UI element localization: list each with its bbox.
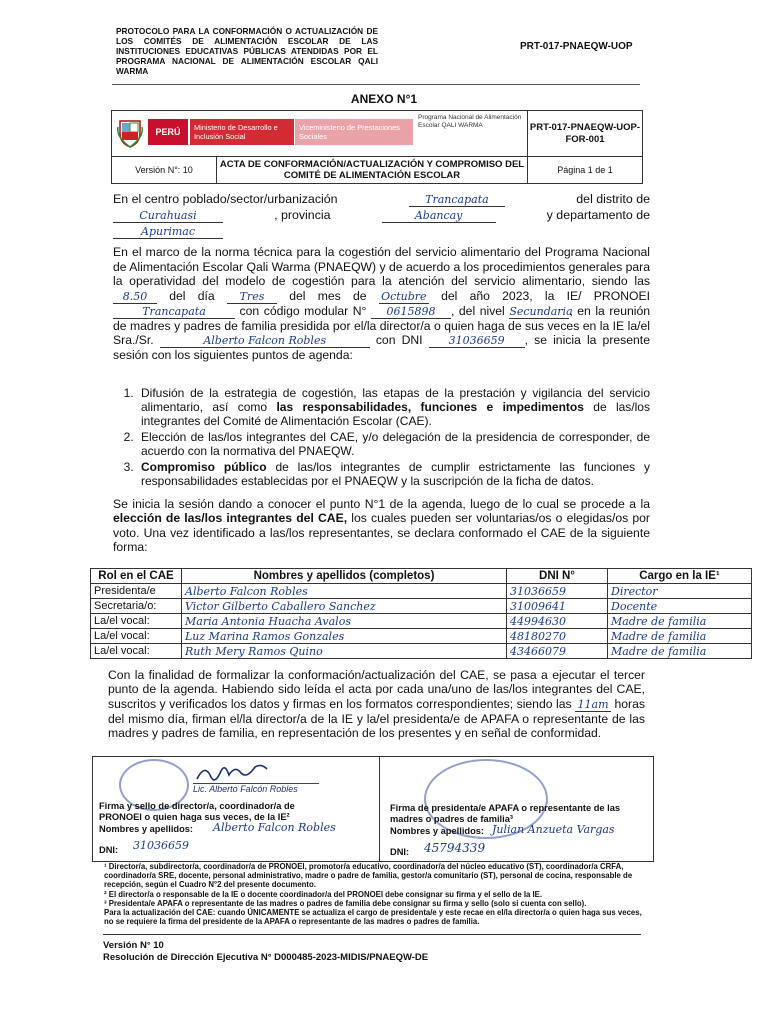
- location-text-4: y departamento de: [546, 208, 650, 222]
- departamento-value: Apurimac: [113, 226, 223, 239]
- table-row: [91, 614, 752, 629]
- agenda-item-1: 1. Difusión de la estrategia de cogestión, las etapas de la prestación y vigilancia del servicio alimentario, así como las responsabilidades, funciones e impedimentos de las/los integrantes del Comité de Alimentación Escolar (CAE).: [137, 386, 650, 428]
- location-paragraph: [113, 191, 650, 239]
- intro-text-3: del mes de: [289, 288, 367, 303]
- cae-header-rol: Rol en el CAE: [91, 569, 182, 584]
- cae-cargo: Madre de familia: [608, 644, 752, 659]
- location-text-3: , provincia: [274, 208, 331, 222]
- footer: [103, 940, 428, 964]
- intro-text-10: , se inicia la presente sesión con los siguientes puntos de agenda:: [113, 333, 650, 363]
- cae-dni: 48180270: [507, 629, 608, 644]
- distrito-value: Curahuasi: [113, 210, 223, 223]
- footer-resolution: Resolución de Dirección Ejecutiva N° D000485-2023-MIDIS/PNAEQW-DE: [103, 952, 429, 963]
- cae-rol: La/el vocal:: [91, 614, 182, 629]
- protocol-title: PROTOCOLO PARA LA CONFORMACIÓN O ACTUALIZACIÓN DE LOS COMITÉS DE ALIMENTACIÓN ESCOLAR DE LAS INSTITUCIONES EDUCATIVAS PÚBLICAS ATENDIDAS POR EL PROGRAMA NACIONAL DE ALIMENTACIÓN ESCOLAR QALI WARMA: [116, 26, 378, 76]
- form-version: Versión N°: 10: [112, 157, 217, 184]
- intro-paragraph: [113, 245, 650, 363]
- cae-rol: Presidenta/e: [91, 584, 182, 599]
- table-row: [91, 599, 752, 614]
- right-name-value: Julian Anzueta Vargas: [492, 823, 615, 836]
- cae-dni: 44994630: [507, 614, 608, 629]
- cae-rol: La/el vocal:: [91, 644, 182, 659]
- left-dni-label: DNI:: [99, 845, 119, 855]
- footnote-4: Para la actualización del CAE: cuando ÚNICAMENTE se actualiza el cargo de presidenta/e y este recae en el/la director/a o quien haga sus veces, no se requiere la firma del presidente de la APAFA o representante de las madres o padres de familia.: [104, 908, 642, 927]
- cae-nombre: Ruth Mery Ramos Quino: [182, 644, 507, 659]
- form-title: ACTA DE CONFORMACIÓN/ACTUALIZACIÓN Y COMPROMISO DEL COMITÉ DE ALIMENTACIÓN ESCOLAR: [217, 157, 528, 184]
- cae-table: [90, 568, 752, 659]
- right-dni-value: 45794339: [424, 841, 486, 855]
- nivel-value: Secundaria: [509, 304, 573, 318]
- location-text-2: del distrito de: [576, 192, 650, 206]
- logo-strip: [112, 111, 528, 157]
- dia-value: Tres: [227, 291, 277, 304]
- intro-text-9: con DNI: [375, 333, 423, 348]
- cae-header-nombres: Nombres y apellidos (completos): [182, 569, 507, 584]
- hora-value: 8.50: [113, 291, 157, 304]
- header-divider: [112, 84, 640, 85]
- intro-text-2: del día: [169, 288, 215, 303]
- programa-logo: Programa Nacional de Alimentación Escolar QALI WARMA: [418, 114, 522, 129]
- table-row: [91, 644, 752, 659]
- signature-box: [92, 756, 654, 862]
- cae-cargo: Madre de familia: [608, 614, 752, 629]
- closing-paragraph: Con la finalidad de formalizar la conformación/actualización del CAE, se pasa a ejecutar el tercer punto de la agenda. Habiendo sido leída el acta por cada una/uno de las/los integrantes del CAE, suscritos y verificados los datos y firmas en los formatos correspondientes; siendo las 11am horas del mismo día, firman el/la director/a de la IE y la/el presidenta/e de APAFA o representante de las madres y padres de familia, en representación de los presentes y en señal de conformidad.: [108, 668, 645, 740]
- closing-hora-value: 11am: [575, 699, 611, 712]
- right-name-label: Nombres y apellidos:: [390, 826, 485, 836]
- right-signature-label: Firma de presidenta/e APAFA o representante de las madres o padres de familia³: [390, 803, 621, 824]
- provincia-value: Abancay: [382, 210, 496, 223]
- viceministerio-logo: Viceministerio de Prestaciones Sociales: [295, 119, 413, 145]
- cae-header-cargo: Cargo en la IE¹: [608, 569, 752, 584]
- left-name-label: Nombres y apellidos:: [99, 824, 194, 834]
- form-code: PRT-017-PNAEQW-UOP-FOR-001: [528, 111, 643, 157]
- form-page: Página 1 de 1: [528, 157, 643, 184]
- intro-text-4: del año 2023: [441, 288, 530, 303]
- footnote-2: ² El director/a o responsable de la IE o docente coordinador/a del PRONOEI debe consignar su firma y el sello de la IE.: [104, 889, 543, 899]
- agenda-item-3: 3. Compromiso público de las/los integrantes de cumplir estrictamente las funciones y responsabilidades establecidas por el PNAEQW y la suscripción de la ficha de datos.: [137, 460, 650, 488]
- form-header-box: [111, 110, 643, 184]
- footnote-1: ¹ Director/a, subdirector/a, coordinador/a de PRONOEI, promotor/a educativo, coordinador/a del núcleo educativo (ST), coordinador/a CRFA, coordinador/a SRE, docente, personal administrativo, madre o padre de familia, gestor/a comunitario (ST), personal de cocina, responsable de recepción, según el Cuadro N°2 del presente documento.: [104, 862, 633, 890]
- cae-cargo: Madre de familia: [608, 629, 752, 644]
- intro-text-5: , la IE/ PRONOEI: [529, 288, 651, 303]
- cae-dni: 43466079: [507, 644, 608, 659]
- coat-of-arms-icon: [116, 117, 144, 149]
- anexo-title: ANEXO N°1: [350, 92, 418, 106]
- ministerio-logo: Ministerio de Desarrollo e Inclusión Social: [190, 119, 294, 145]
- cae-dni: 31036659: [507, 584, 608, 599]
- left-dni-value: 31036659: [133, 839, 189, 852]
- footer-version: Versión N° 10: [103, 940, 164, 951]
- footer-divider: [103, 934, 641, 935]
- director-value: Alberto Falcon Robles: [160, 335, 370, 348]
- table-row: [91, 629, 752, 644]
- ie-value: Trancapata: [113, 306, 235, 319]
- cae-nombre: Maria Antonia Huacha Avalos: [182, 614, 507, 629]
- session-paragraph: Se inicia la sesión dando a conocer el punto N°1 de la agenda, luego de lo cual se procede a la elección de las/los integrantes del CAE, los cuales pueden ser voluntarias/os o elegidas/os por voto. Una vez identificado a las/los representantes, se declara conformado el CAE de la siguiente forma:: [113, 497, 650, 555]
- cae-nombre: Alberto Falcon Robles: [182, 584, 507, 599]
- director-dni-value: 31036659: [429, 335, 525, 348]
- centro-poblado-value: Trancapata: [409, 194, 505, 207]
- intro-text-8: , en la reunión de madres y padres de familia presidida por el/la director/a o quien haga de sus veces en la IE la/el Sra./Sr.: [113, 303, 651, 348]
- signature-right: [380, 757, 653, 861]
- cae-nombre: Victor Gilberto Caballero Sanchez: [182, 599, 507, 614]
- intro-text-6: con código modular N°: [239, 303, 367, 318]
- header-code: PRT-017-PNAEQW-UOP: [520, 41, 633, 52]
- footnotes: [104, 862, 652, 926]
- left-name-value: Alberto Falcon Robles: [213, 821, 336, 834]
- location-text-1: En el centro poblado/sector/urbanización: [113, 192, 338, 206]
- cae-rol: Secretaria/o:: [91, 599, 182, 614]
- agenda-list: [113, 386, 650, 490]
- intro-text-7: , del nivel: [450, 303, 505, 318]
- agenda-item-2: 2. Elección de las/los integrantes del CAE, y/o delegación de la presidencia de corresponder, de acuerdo con la normativa del PNAEQW.: [137, 430, 650, 458]
- cae-header-dni: DNI N°: [507, 569, 608, 584]
- table-row: [91, 584, 752, 599]
- codigo-modular-value: 0615898: [371, 306, 451, 319]
- cae-dni: 31009641: [507, 599, 608, 614]
- right-dni-label: DNI:: [390, 847, 410, 857]
- cae-cargo: Director: [608, 584, 752, 599]
- intro-text-1: En el marco de la norma técnica para la cogestión del servicio alimentario del Programa Nacional de Alimentación Escolar Qali Warma (PNAEQW) y de acuerdo a los procedimientos generales para la operatividad del modelo de cogestión para la atención del servicio alimentario, siendo las: [113, 245, 650, 289]
- footnote-3: ³ Presidenta/e APAFA o representante de las madres o padres de familia debe consignar su firma y sello (solo si cuenta con sello).: [104, 898, 587, 908]
- cae-rol: La/el vocal:: [91, 629, 182, 644]
- cae-nombre: Luz Marina Ramos Gonzales: [182, 629, 507, 644]
- cae-cargo: Docente: [608, 599, 752, 614]
- left-signature-label: Firma y sello de director/a, coordinador/a de PRONOEI o quien haga sus veces, de la IE²: [99, 801, 295, 822]
- peru-logo: PERÚ: [148, 119, 188, 145]
- signature-left: [93, 757, 380, 861]
- mes-value: Octubre: [379, 291, 429, 304]
- director-stamp-name: Lic. Alberto Falcón Robles: [193, 783, 319, 794]
